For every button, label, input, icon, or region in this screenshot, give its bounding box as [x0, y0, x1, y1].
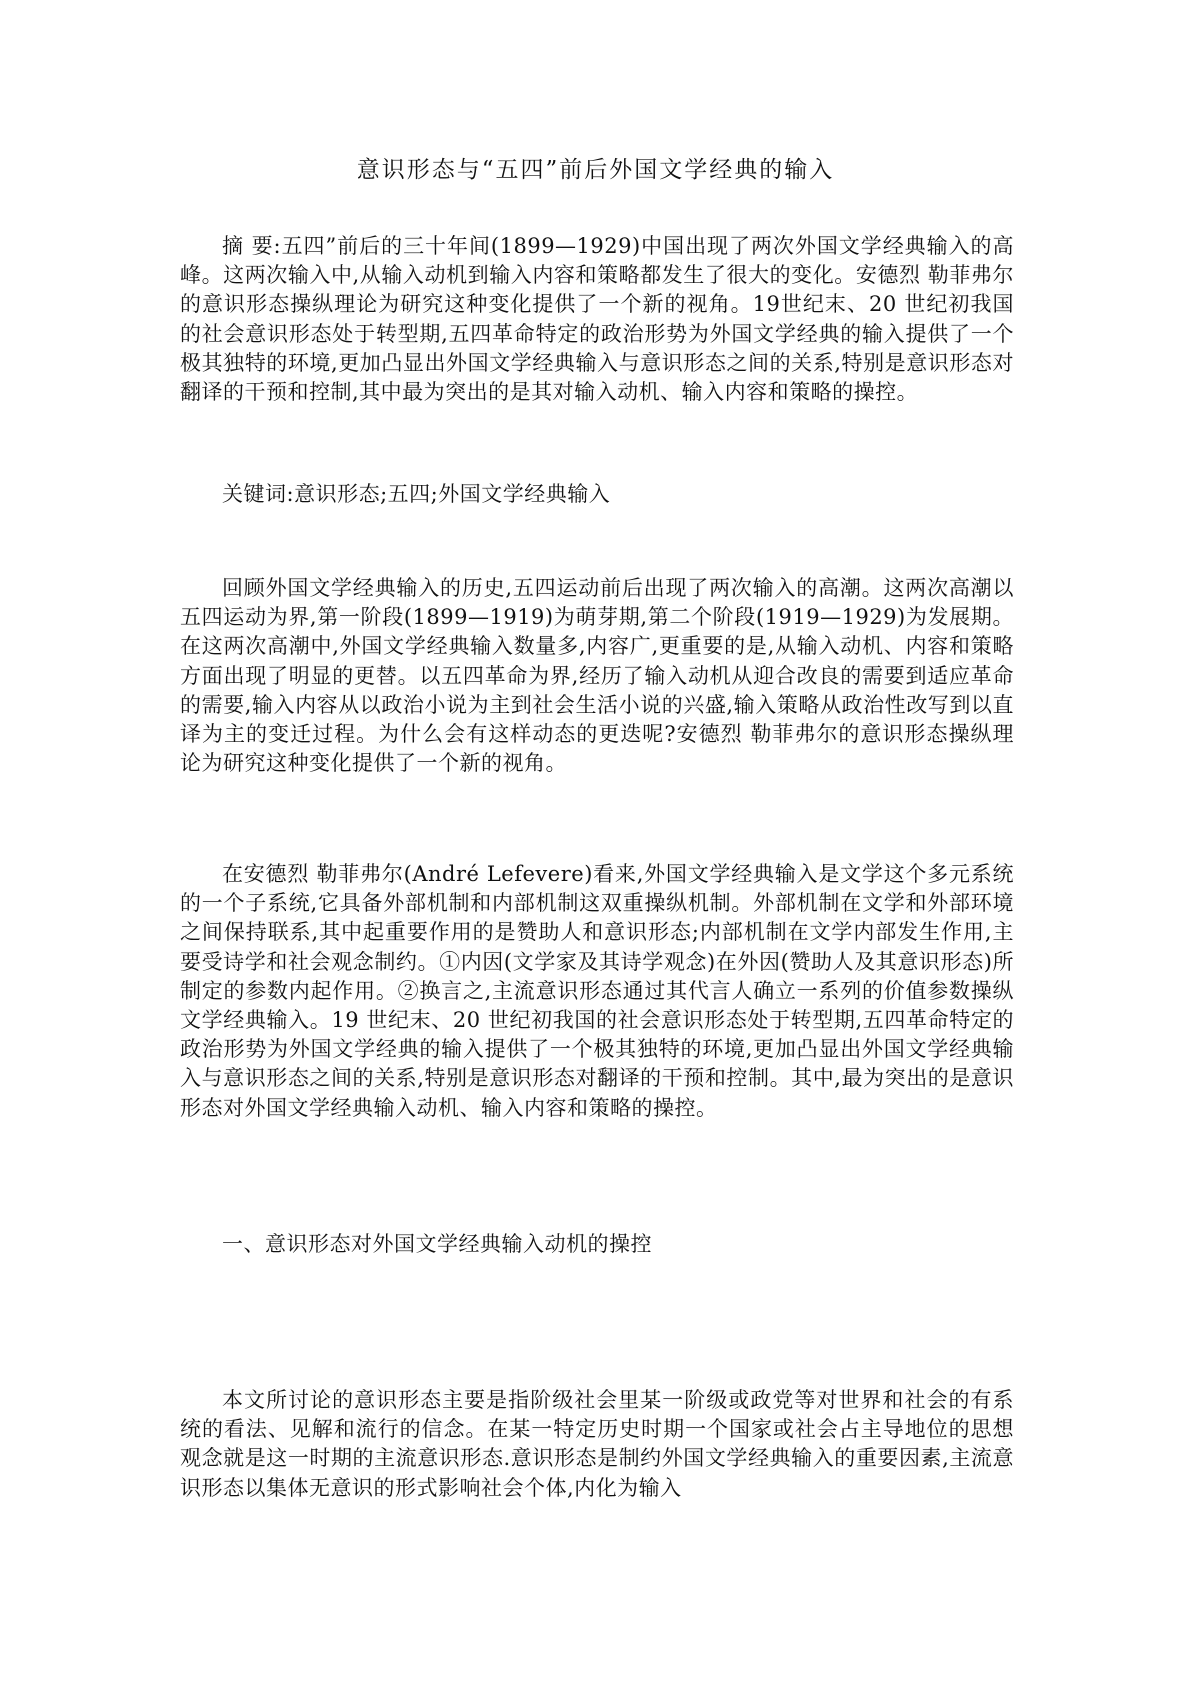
body-paragraph-3: 本文所讨论的意识形态主要是指阶级社会里某一阶级或政党等对世界和社会的有系统的看法、见解和流行的信念。在某一特定历史时期一个国家或社会占主导地位的思想观念就是这一时期的主流意识形态.意识形态是制约外国文学经典输入的重要因素,主流意识形态以集体无意识的形式影响社会个体,内化为输入 — [180, 1388, 1014, 1500]
abstract-paragraph: 摘 要:五四”前后的三十年间(1899—1929)中国出现了两次外国文学经典输入的高峰。这两次输入中,从输入动机到输入内容和策略都发生了很大的变化。安德烈 勒菲弗尔的意识形态操纵理论为研究这种变化提供了一个新的视角。19世纪末、20 世纪初我国的社会意识形态处于转型期,五四革命特定的政治形势为外国文学经典的输入提供了一个极其独特的环境,更加凸显出外国文学经典输入与意识形态之间的关系,特别是意识形态对翻译的干预和控制,其中最为突出的是其对输入动机、输入内容和策略的操控。 — [180, 234, 1014, 405]
keywords-line: 关键词:意识形态;五四;外国文学经典输入 — [222, 482, 611, 506]
body-paragraph-2: 在安德烈 勒菲弗尔(André Lefevere)看来,外国文学经典输入是文学这个多元系统的一个子系统,它具备外部机制和内部机制这双重操纵机制。外部机制在文学和外部环境之间保持联系,其中起重要作用的是赞助人和意识形态;内部机制在文学内部发生作用,主要受诗学和社会观念制约。①内因(文学家及其诗学观念)在外因(赞助人及其意识形态)所制定的参数内起作用。②换言之,主流意识形态通过其代言人确立一系列的价值参数操纵文学经典输入。19 世纪末、20 世纪初我国的社会意识形态处于转型期,五四革命特定的政治形势为外国文学经典的输入提供了一个极其独特的环境,更加凸显出外国文学经典输入与意识形态之间的关系,特别是意识形态对翻译的干预和控制。其中,最为突出的是意识形态对外国文学经典输入动机、输入内容和策略的操控。 — [180, 862, 1014, 1120]
document-title: 意识形态与“五四”前后外国文学经典的输入 — [356, 157, 835, 183]
body-paragraph-1: 回顾外国文学经典输入的历史,五四运动前后出现了两次输入的高潮。这两次高潮以五四运动为界,第一阶段(1899—1919)为萌芽期,第二个阶段(1919—1929)为发展期。在这两次高潮中,外国文学经典输入数量多,内容广,更重要的是,从输入动机、内容和策略方面出现了明显的更替。以五四革命为界,经历了输入动机从迎合改良的需要到适应革命的需要,输入内容从以政治小说为主到社会生活小说的兴盛,输入策略从政治性改写到以直译为主的变迁过程。为什么会有这样动态的更迭呢?安德烈 勒菲弗尔的意识形态操纵理论为研究这种变化提供了一个新的视角。 — [180, 576, 1014, 776]
section-heading-1: 一、意识形态对外国文学经典输入动机的操控 — [222, 1232, 652, 1256]
